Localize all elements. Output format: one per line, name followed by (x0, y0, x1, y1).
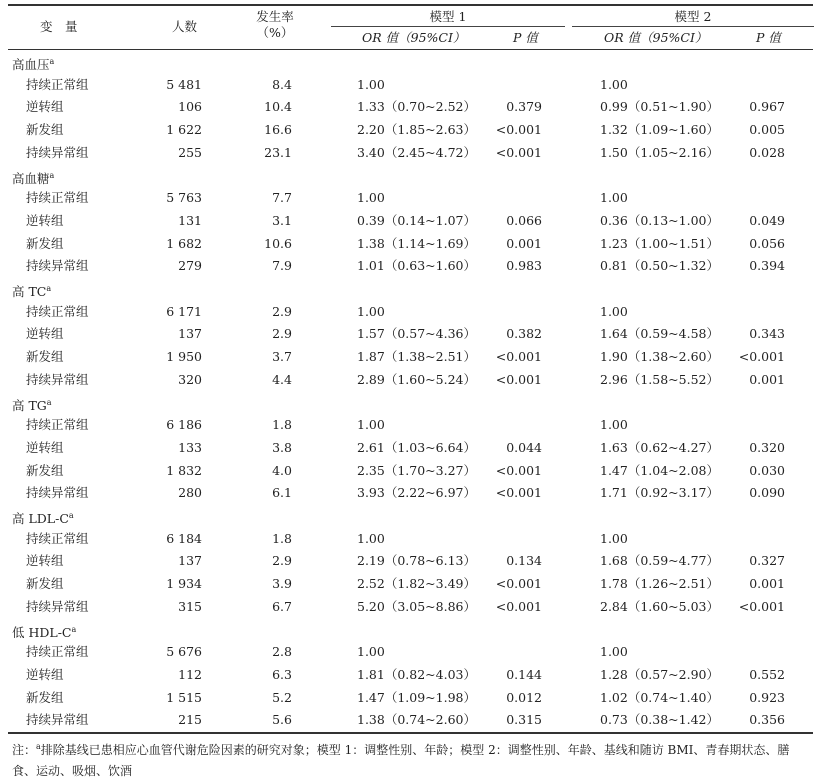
row-rate: 2.9 (272, 326, 292, 342)
row-rate: 23.1 (264, 144, 292, 160)
row-or-model2: 1.64（0.59~4.58） (600, 326, 719, 342)
group-footnote-marker: a (68, 511, 74, 520)
row-or-model1: 1.00 (357, 530, 385, 546)
row-rate: 2.8 (272, 644, 292, 660)
row-or-model1: 1.87（1.38~2.51） (357, 349, 476, 365)
row-or-model1: 2.52（1.82~3.49） (357, 576, 476, 592)
row-or-model2: 1.02（0.74~1.40） (600, 689, 719, 705)
header-or-model1: OR 值（95%CI） (362, 30, 466, 45)
group-title (12, 54, 54, 73)
row-rate: 16.6 (264, 122, 292, 138)
row-p-model1: 0.382 (506, 326, 542, 342)
row-p-model2: 0.552 (749, 666, 785, 682)
row-label: 持续正常组 (26, 190, 89, 206)
row-p-model1: 0.001 (506, 235, 542, 251)
group-footnote-marker: a (46, 397, 52, 407)
row-or-model2: 0.99（0.51~1.90） (600, 99, 719, 115)
group-footnote-marker: a (49, 170, 55, 180)
row-rate: 7.9 (272, 258, 292, 274)
row-or-model2: 1.47（1.04~2.08） (600, 462, 719, 478)
row-p-model2: 0.090 (749, 485, 785, 501)
row-rate: 10.4 (264, 99, 292, 115)
row-or-model1: 1.81（0.82~4.03） (357, 666, 476, 682)
row-count: 6 171 (166, 303, 202, 319)
header-model1: 模型 1 (429, 9, 467, 24)
header-model2: 模型 2 (674, 9, 712, 24)
row-rate: 7.7 (272, 190, 292, 206)
header-p-model2: P 值 (756, 30, 781, 45)
row-p-model1: 0.012 (506, 689, 542, 705)
row-p-model1: <0.001 (495, 371, 542, 387)
row-or-model2: 0.81（0.50~1.32） (600, 258, 719, 274)
row-rate: 5.6 (272, 712, 292, 728)
header-rule (8, 49, 813, 50)
top-rule (8, 4, 813, 6)
group-name: 高 TC (12, 284, 47, 299)
row-count: 106 (178, 99, 202, 115)
row-or-model2: 1.00 (600, 76, 628, 92)
group-footnote-marker: a (71, 624, 77, 634)
row-count: 137 (178, 326, 202, 342)
row-p-model2: 0.049 (749, 212, 785, 228)
group-title (12, 281, 51, 300)
row-or-model1: 1.33（0.70~2.52） (357, 99, 476, 115)
row-rate: 2.9 (272, 553, 292, 569)
row-or-model2: 1.78（1.26~2.51） (600, 576, 719, 592)
row-p-model2: 0.001 (749, 576, 785, 592)
row-p-model1: <0.001 (495, 598, 542, 614)
row-label: 新发组 (26, 462, 64, 478)
row-p-model2: <0.001 (738, 349, 785, 365)
row-or-model2: 0.73（0.38~1.42） (600, 712, 719, 728)
group-name: 高血糖 (12, 170, 50, 186)
row-p-model1: 0.379 (506, 99, 542, 115)
footnote (12, 736, 812, 782)
row-or-model2: 2.96（1.58~5.52） (600, 371, 719, 387)
row-or-model2: 1.00 (600, 530, 628, 546)
header-rate-line1: 发生率 (256, 9, 294, 24)
row-p-model1: 0.315 (506, 712, 542, 728)
row-label: 持续正常组 (26, 644, 89, 660)
row-or-model2: 1.68（0.59~4.77） (600, 553, 719, 569)
row-rate: 2.9 (272, 303, 292, 319)
group-footnote-marker: a (49, 57, 55, 66)
group-title (12, 622, 76, 641)
row-p-model2: 0.356 (749, 712, 785, 728)
row-p-model1: 0.134 (506, 553, 542, 569)
row-rate: 10.6 (264, 235, 292, 251)
row-p-model2: 0.343 (749, 326, 785, 342)
row-count: 112 (178, 666, 202, 682)
row-count: 133 (178, 439, 202, 455)
row-label: 持续正常组 (26, 417, 89, 433)
row-count: 255 (178, 144, 202, 160)
header-p-model1: P 值 (513, 30, 538, 45)
row-p-model2: 0.967 (749, 99, 785, 115)
row-label: 逆转组 (26, 439, 64, 455)
row-p-model1: <0.001 (495, 462, 542, 478)
row-count: 5 763 (166, 190, 202, 206)
row-or-model1: 2.35（1.70~3.27） (357, 462, 476, 478)
group-footnote-marker: a (46, 284, 52, 293)
row-or-model1: 5.20（3.05~8.86） (357, 598, 476, 614)
row-or-model1: 1.00 (357, 644, 385, 660)
row-label: 持续异常组 (26, 144, 89, 160)
row-p-model2: 0.394 (749, 258, 785, 274)
row-p-model2: 0.001 (749, 371, 785, 387)
row-p-model2: <0.001 (738, 598, 785, 614)
row-count: 279 (178, 258, 202, 274)
row-label: 逆转组 (26, 553, 64, 569)
row-rate: 3.7 (272, 349, 292, 365)
row-p-model1: <0.001 (495, 144, 542, 160)
row-label: 新发组 (26, 235, 64, 251)
row-label: 新发组 (26, 689, 64, 705)
row-or-model2: 1.50（1.05~2.16） (600, 144, 719, 160)
row-label: 逆转组 (26, 326, 64, 342)
row-or-model2: 1.23（1.00~1.51） (600, 235, 719, 251)
row-p-model1: <0.001 (495, 122, 542, 138)
row-p-model2: 0.327 (749, 553, 785, 569)
header-count: 人数 (172, 19, 198, 34)
header-or-model2: OR 值（95%CI） (604, 30, 708, 45)
group-title (12, 508, 74, 527)
row-rate: 5.2 (272, 689, 292, 705)
row-rate: 6.7 (272, 598, 292, 614)
row-label: 持续正常组 (26, 303, 89, 319)
row-count: 1 832 (166, 462, 202, 478)
row-or-model2: 1.32（1.09~1.60） (600, 122, 719, 138)
row-rate: 8.4 (272, 76, 292, 92)
row-count: 6 186 (166, 417, 202, 433)
row-or-model1: 1.38（1.14~1.69） (357, 235, 476, 251)
group-name: 低 HDL-C (12, 624, 72, 640)
row-p-model2: 0.030 (749, 462, 785, 478)
row-or-model1: 1.00 (357, 303, 385, 319)
group-name: 高血压 (12, 57, 50, 72)
row-p-model1: <0.001 (495, 576, 542, 592)
row-rate: 4.0 (272, 462, 292, 478)
row-p-model2: 0.056 (749, 235, 785, 251)
row-or-model1: 2.19（0.78~6.13） (357, 553, 476, 569)
header-rate-line2: （%） (256, 25, 294, 40)
row-p-model2: 0.320 (749, 439, 785, 455)
row-or-model2: 1.71（0.92~3.17） (600, 485, 719, 501)
model2-underline (572, 26, 814, 27)
row-or-model1: 2.89（1.60~5.24） (357, 371, 476, 387)
row-p-model1: <0.001 (495, 349, 542, 365)
row-or-model1: 1.00 (357, 76, 385, 92)
footnote-prefix: 注： (12, 743, 37, 757)
row-label: 持续异常组 (26, 371, 89, 387)
row-or-model2: 1.00 (600, 644, 628, 660)
model1-underline (331, 26, 565, 27)
row-p-model2: 0.028 (749, 144, 785, 160)
row-or-model1: 1.01（0.63~1.60） (357, 258, 476, 274)
group-name: 高 LDL-C (12, 511, 69, 526)
group-title (12, 395, 52, 414)
row-or-model1: 3.93（2.22~6.97） (357, 485, 476, 501)
row-label: 持续正常组 (26, 530, 89, 546)
row-or-model1: 0.39（0.14~1.07） (357, 212, 476, 228)
row-p-model1: 0.044 (506, 439, 542, 455)
row-label: 新发组 (26, 122, 64, 138)
row-or-model1: 1.00 (357, 417, 385, 433)
row-or-model1: 2.61（1.03~6.64） (357, 439, 476, 455)
bottom-rule (8, 732, 813, 734)
row-label: 逆转组 (26, 212, 64, 228)
row-p-model1: 0.144 (506, 666, 542, 682)
row-count: 280 (178, 485, 202, 501)
row-count: 1 622 (166, 122, 202, 138)
row-or-model2: 1.00 (600, 190, 628, 206)
row-rate: 1.8 (272, 530, 292, 546)
row-label: 持续异常组 (26, 258, 89, 274)
header-rate (240, 9, 310, 41)
row-or-model2: 0.36（0.13~1.00） (600, 212, 719, 228)
row-p-model2: 0.923 (749, 689, 785, 705)
row-or-model1: 1.47（1.09~1.98） (357, 689, 476, 705)
row-rate: 3.9 (272, 576, 292, 592)
row-or-model1: 3.40（2.45~4.72） (357, 144, 476, 160)
row-count: 1 682 (166, 235, 202, 251)
row-or-model2: 2.84（1.60~5.03） (600, 598, 719, 614)
group-title (12, 168, 54, 187)
row-or-model2: 1.28（0.57~2.90） (600, 666, 719, 682)
row-or-model2: 1.90（1.38~2.60） (600, 349, 719, 365)
row-count: 215 (178, 712, 202, 728)
row-label: 逆转组 (26, 99, 64, 115)
row-rate: 6.3 (272, 666, 292, 682)
header-variable: 变 量 (40, 19, 78, 34)
row-label: 新发组 (26, 576, 64, 592)
row-count: 320 (178, 371, 202, 387)
footnote-text: 排除基线已患相应心血管代谢危险因素的研究对象；模型 1：调整性别、年龄；模型 2：调整性别、年龄、基线和随访 BMI、青春期状态、膳食、运动、吸烟、饮酒 (12, 743, 790, 778)
row-p-model1: 0.983 (506, 258, 542, 274)
row-or-model2: 1.00 (600, 303, 628, 319)
row-count: 5 676 (166, 644, 202, 660)
row-label: 持续异常组 (26, 485, 89, 501)
row-count: 6 184 (166, 530, 202, 546)
row-rate: 4.4 (272, 371, 292, 387)
row-or-model1: 1.57（0.57~4.36） (357, 326, 476, 342)
row-p-model2: 0.005 (749, 122, 785, 138)
row-p-model1: 0.066 (506, 212, 542, 228)
row-count: 1 934 (166, 576, 202, 592)
row-label: 持续正常组 (26, 76, 89, 92)
row-or-model1: 1.00 (357, 190, 385, 206)
row-or-model1: 2.20（1.85~2.63） (357, 122, 476, 138)
row-count: 131 (178, 212, 202, 228)
row-label: 新发组 (26, 349, 64, 365)
row-p-model1: <0.001 (495, 485, 542, 501)
row-rate: 6.1 (272, 485, 292, 501)
row-rate: 3.8 (272, 439, 292, 455)
row-label: 持续异常组 (26, 598, 89, 614)
row-count: 1 950 (166, 349, 202, 365)
row-count: 5 481 (166, 76, 202, 92)
row-rate: 3.1 (272, 212, 292, 228)
row-label: 逆转组 (26, 666, 64, 682)
row-or-model1: 1.38（0.74~2.60） (357, 712, 476, 728)
row-or-model2: 1.00 (600, 417, 628, 433)
row-count: 137 (178, 553, 202, 569)
row-or-model2: 1.63（0.62~4.27） (600, 439, 719, 455)
row-count: 1 515 (166, 689, 202, 705)
group-name: 高 TG (12, 397, 47, 413)
row-count: 315 (178, 598, 202, 614)
row-label: 持续异常组 (26, 712, 89, 728)
footnote-marker: a (36, 742, 41, 751)
row-rate: 1.8 (272, 417, 292, 433)
